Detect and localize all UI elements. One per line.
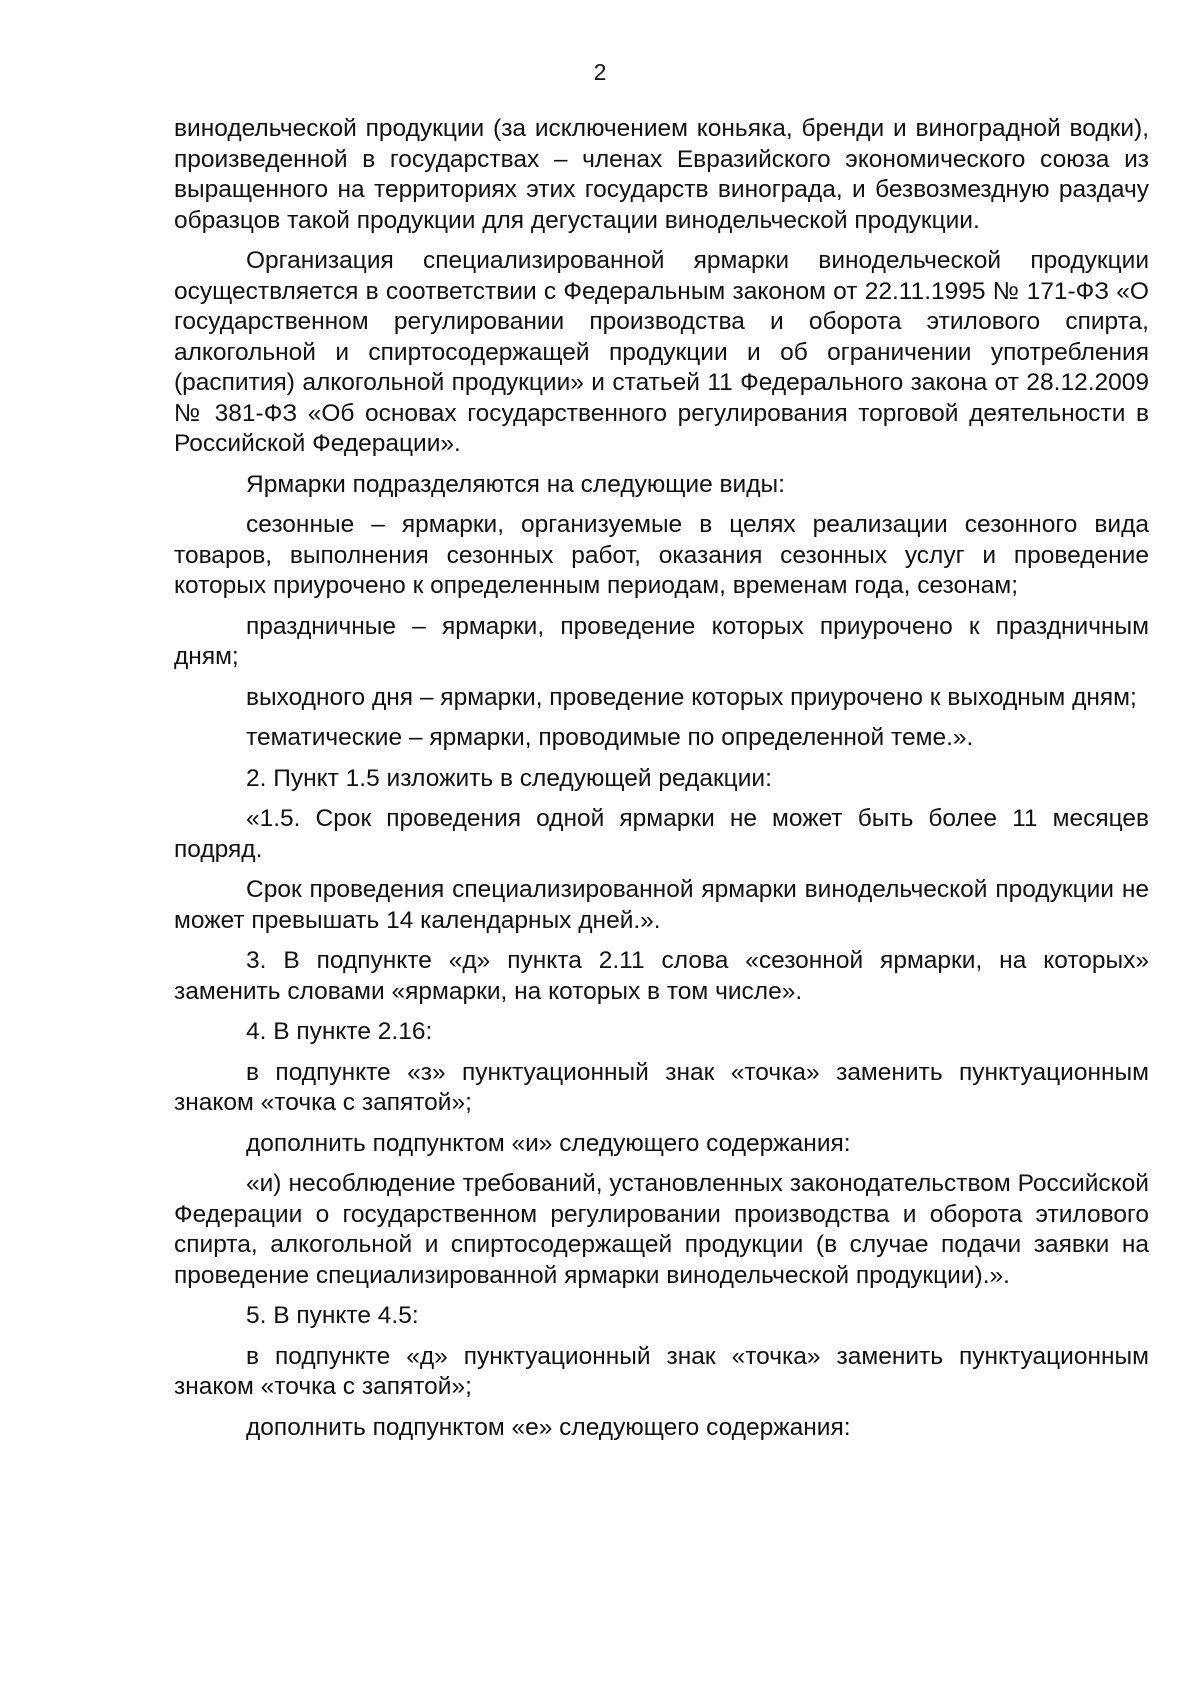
paragraph: дополнить подпунктом «е» следующего содержания: xyxy=(246,1413,851,1441)
paragraph: в подпункте «д» пунктуационный знак «точка» заменить пунктуационным знаком «точка с запятой»; xyxy=(174,1342,1149,1400)
paragraph: праздничные – ярмарки, проведение которых приурочено к праздничным дням; xyxy=(174,612,1149,670)
paragraph: сезонные – ярмарки, организуемые в целях реализации сезонного вида товаров, выполнения сезонных работ, оказания сезонных услуг и проведение которых приурочено к определенным периодам, временам года, сезонам; xyxy=(174,511,1149,599)
paragraph: выходного дня – ярмарки, проведение которых приурочено к выходным дням; xyxy=(246,683,1137,711)
paragraph: «1.5. Срок проведения одной ярмарки не может быть более 11 месяцев подряд. xyxy=(174,805,1149,863)
paragraph: 5. В пункте 4.5: xyxy=(246,1302,419,1329)
paragraph: винодельческой продукции (за исключением коньяка, бренди и виноградной водки), произведенной в государствах – членах Евразийского экономического союза из выращенного на территориях этих государств винограда, и безвозмездную раздачу образцов такой продукции для дегустации винодельческой продукции. xyxy=(174,115,1149,234)
paragraph: в подпункте «з» пунктуационный знак «точка» заменить пунктуационным знаком «точка с запятой»; xyxy=(174,1058,1149,1116)
paragraph: Ярмарки подразделяются на следующие виды: xyxy=(246,470,785,498)
page-number: 2 xyxy=(593,59,607,85)
paragraph: Срок проведения специализированной ярмарки винодельческой продукции не может превышать 14 календарных дней.». xyxy=(174,876,1149,934)
paragraph: тематические – ярмарки, проводимые по определенной теме.». xyxy=(246,724,974,751)
document-body xyxy=(174,114,1149,1453)
paragraph: Организация специализированной ярмарки винодельческой продукции осуществляется в соответствии с Федеральным законом от 22.11.1995 № 171-ФЗ «О государственном регулировании производства и оборота этилового спирта, алкогольной и спиртосодержащей продукции и об ограничении употребления (распития) алкогольной продукции» и статьей 11 Федерального закона от 28.12.2009 № 381-ФЗ «Об основах государственного регулирования торговой деятельности в Российской Федерации». xyxy=(174,247,1149,457)
paragraph: 2. Пункт 1.5 изложить в следующей редакции: xyxy=(246,764,772,792)
paragraph: «и) несоблюдение требований, установленных законодательством Российской Федерации о государственном регулировании производства и оборота этилового спирта, алкогольной и спиртосодержащей продукции (в случае подачи заявки на проведение специализированной ярмарки винодельческой продукции).». xyxy=(174,1170,1149,1289)
paragraph: 3. В подпункте «д» пункта 2.11 слова «сезонной ярмарки, на которых» заменить словами «ярмарки, на которых в том числе». xyxy=(174,947,1149,1005)
paragraph: 4. В пункте 2.16: xyxy=(246,1018,433,1045)
paragraph: дополнить подпунктом «и» следующего содержания: xyxy=(246,1129,851,1157)
